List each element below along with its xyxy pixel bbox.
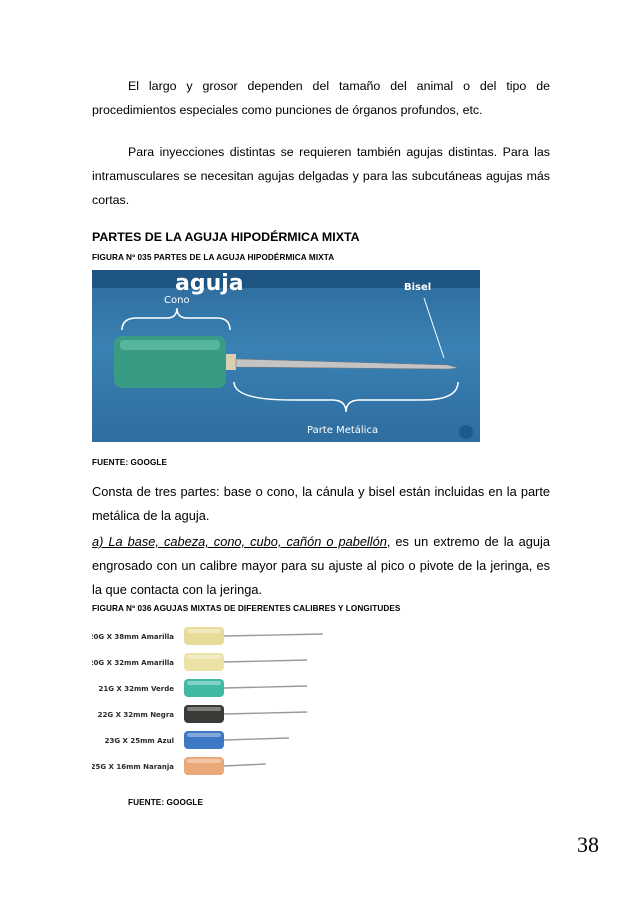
hub-highlight: [120, 340, 220, 350]
needle-gauges-figure: [92, 620, 352, 790]
needle-hub-highlight: [187, 759, 221, 763]
needle-label: 22G X 32mm Negra: [97, 711, 174, 719]
needle-label: 21G X 32mm Verde: [98, 685, 174, 693]
needle-shaft: [224, 764, 266, 766]
cono-bracket: [122, 308, 230, 330]
paragraph-base: [92, 530, 550, 602]
needle-hub-highlight: [187, 707, 221, 711]
paragraph-injections: [92, 140, 550, 212]
paragraph-text: El largo y grosor dependen del tamaño del animal o del tipo de procedimientos especiales como punciones de órganos profundos, etc.: [92, 79, 550, 117]
needle-hub-highlight: [187, 655, 221, 659]
needle-hub-highlight: [187, 629, 221, 633]
needle-hub-highlight: [187, 681, 221, 685]
needle-label: 20G X 38mm Amarilla: [92, 633, 174, 641]
figure-title: aguja: [175, 271, 244, 296]
section-heading: PARTES DE LA AGUJA HIPODÉRMICA MIXTA: [92, 230, 360, 244]
figure2-source: FUENTE: GOOGLE: [128, 798, 204, 807]
paragraph-length-thickness: [92, 74, 550, 122]
needle-row: [92, 627, 323, 645]
needle-gauges-illustration: [92, 620, 352, 790]
needle-row: [105, 731, 289, 749]
needle-shaft: [224, 712, 307, 714]
needle-parts-illustration: [92, 270, 480, 442]
bisel-pointer: [424, 298, 444, 358]
figure2-caption: FIGURA Nº 036 AGUJAS MIXTAS DE DIFERENTES CALIBRES Y LONGITUDES: [92, 604, 401, 613]
needle-row: [92, 653, 307, 671]
figure1-caption: FIGURA Nº 035 PARTES DE LA AGUJA HIPODÉRMICA MIXTA: [92, 253, 335, 262]
figure1-source: FUENTE: GOOGLE: [92, 458, 168, 467]
needle-row: [98, 705, 308, 723]
paragraph-text: , es un extremo de la aguja engrosado con un calibre mayor para su ajuste al pico o pivote de la jeringa, es la que contacta con la jeringa.: [92, 534, 550, 597]
label-parte-metalica: Parte Metálica: [307, 425, 379, 436]
label-bisel: Bisel: [404, 282, 432, 293]
needle-shaft: [224, 660, 307, 662]
needle-row: [98, 679, 307, 697]
logo-icon: [459, 425, 473, 439]
page-number: 38: [577, 832, 599, 857]
needle-label: 20G X 32mm Amarilla: [92, 659, 174, 667]
hub-collar: [226, 354, 236, 370]
paragraph-text: Para inyecciones distintas se requieren también agujas distintas. Para las intramusculares se necesitan agujas delgadas y para las subcutáneas agujas más cortas.: [92, 145, 550, 207]
paragraph-text: Consta de tres partes: base o cono, la cánula y bisel están incluidas en la parte metálica de la aguja.: [92, 484, 550, 523]
needle-parts-figure: [92, 270, 480, 442]
paragraph-parts: [92, 480, 550, 528]
needle-shaft: [224, 634, 323, 636]
base-term: a) La base, cabeza, cono, cubo, cañón o pabellón: [92, 534, 387, 549]
needle-label: 25G X 16mm Naranja: [92, 763, 174, 771]
needle-hub-highlight: [187, 733, 221, 737]
needle-cannula: [236, 359, 458, 369]
needle-label: 23G X 25mm Azul: [104, 737, 174, 745]
needle-shaft: [224, 738, 289, 740]
parte-metalica-bracket: [234, 382, 458, 412]
needle-shaft: [224, 686, 307, 688]
needle-row: [92, 757, 266, 775]
label-cono: Cono: [164, 295, 190, 306]
